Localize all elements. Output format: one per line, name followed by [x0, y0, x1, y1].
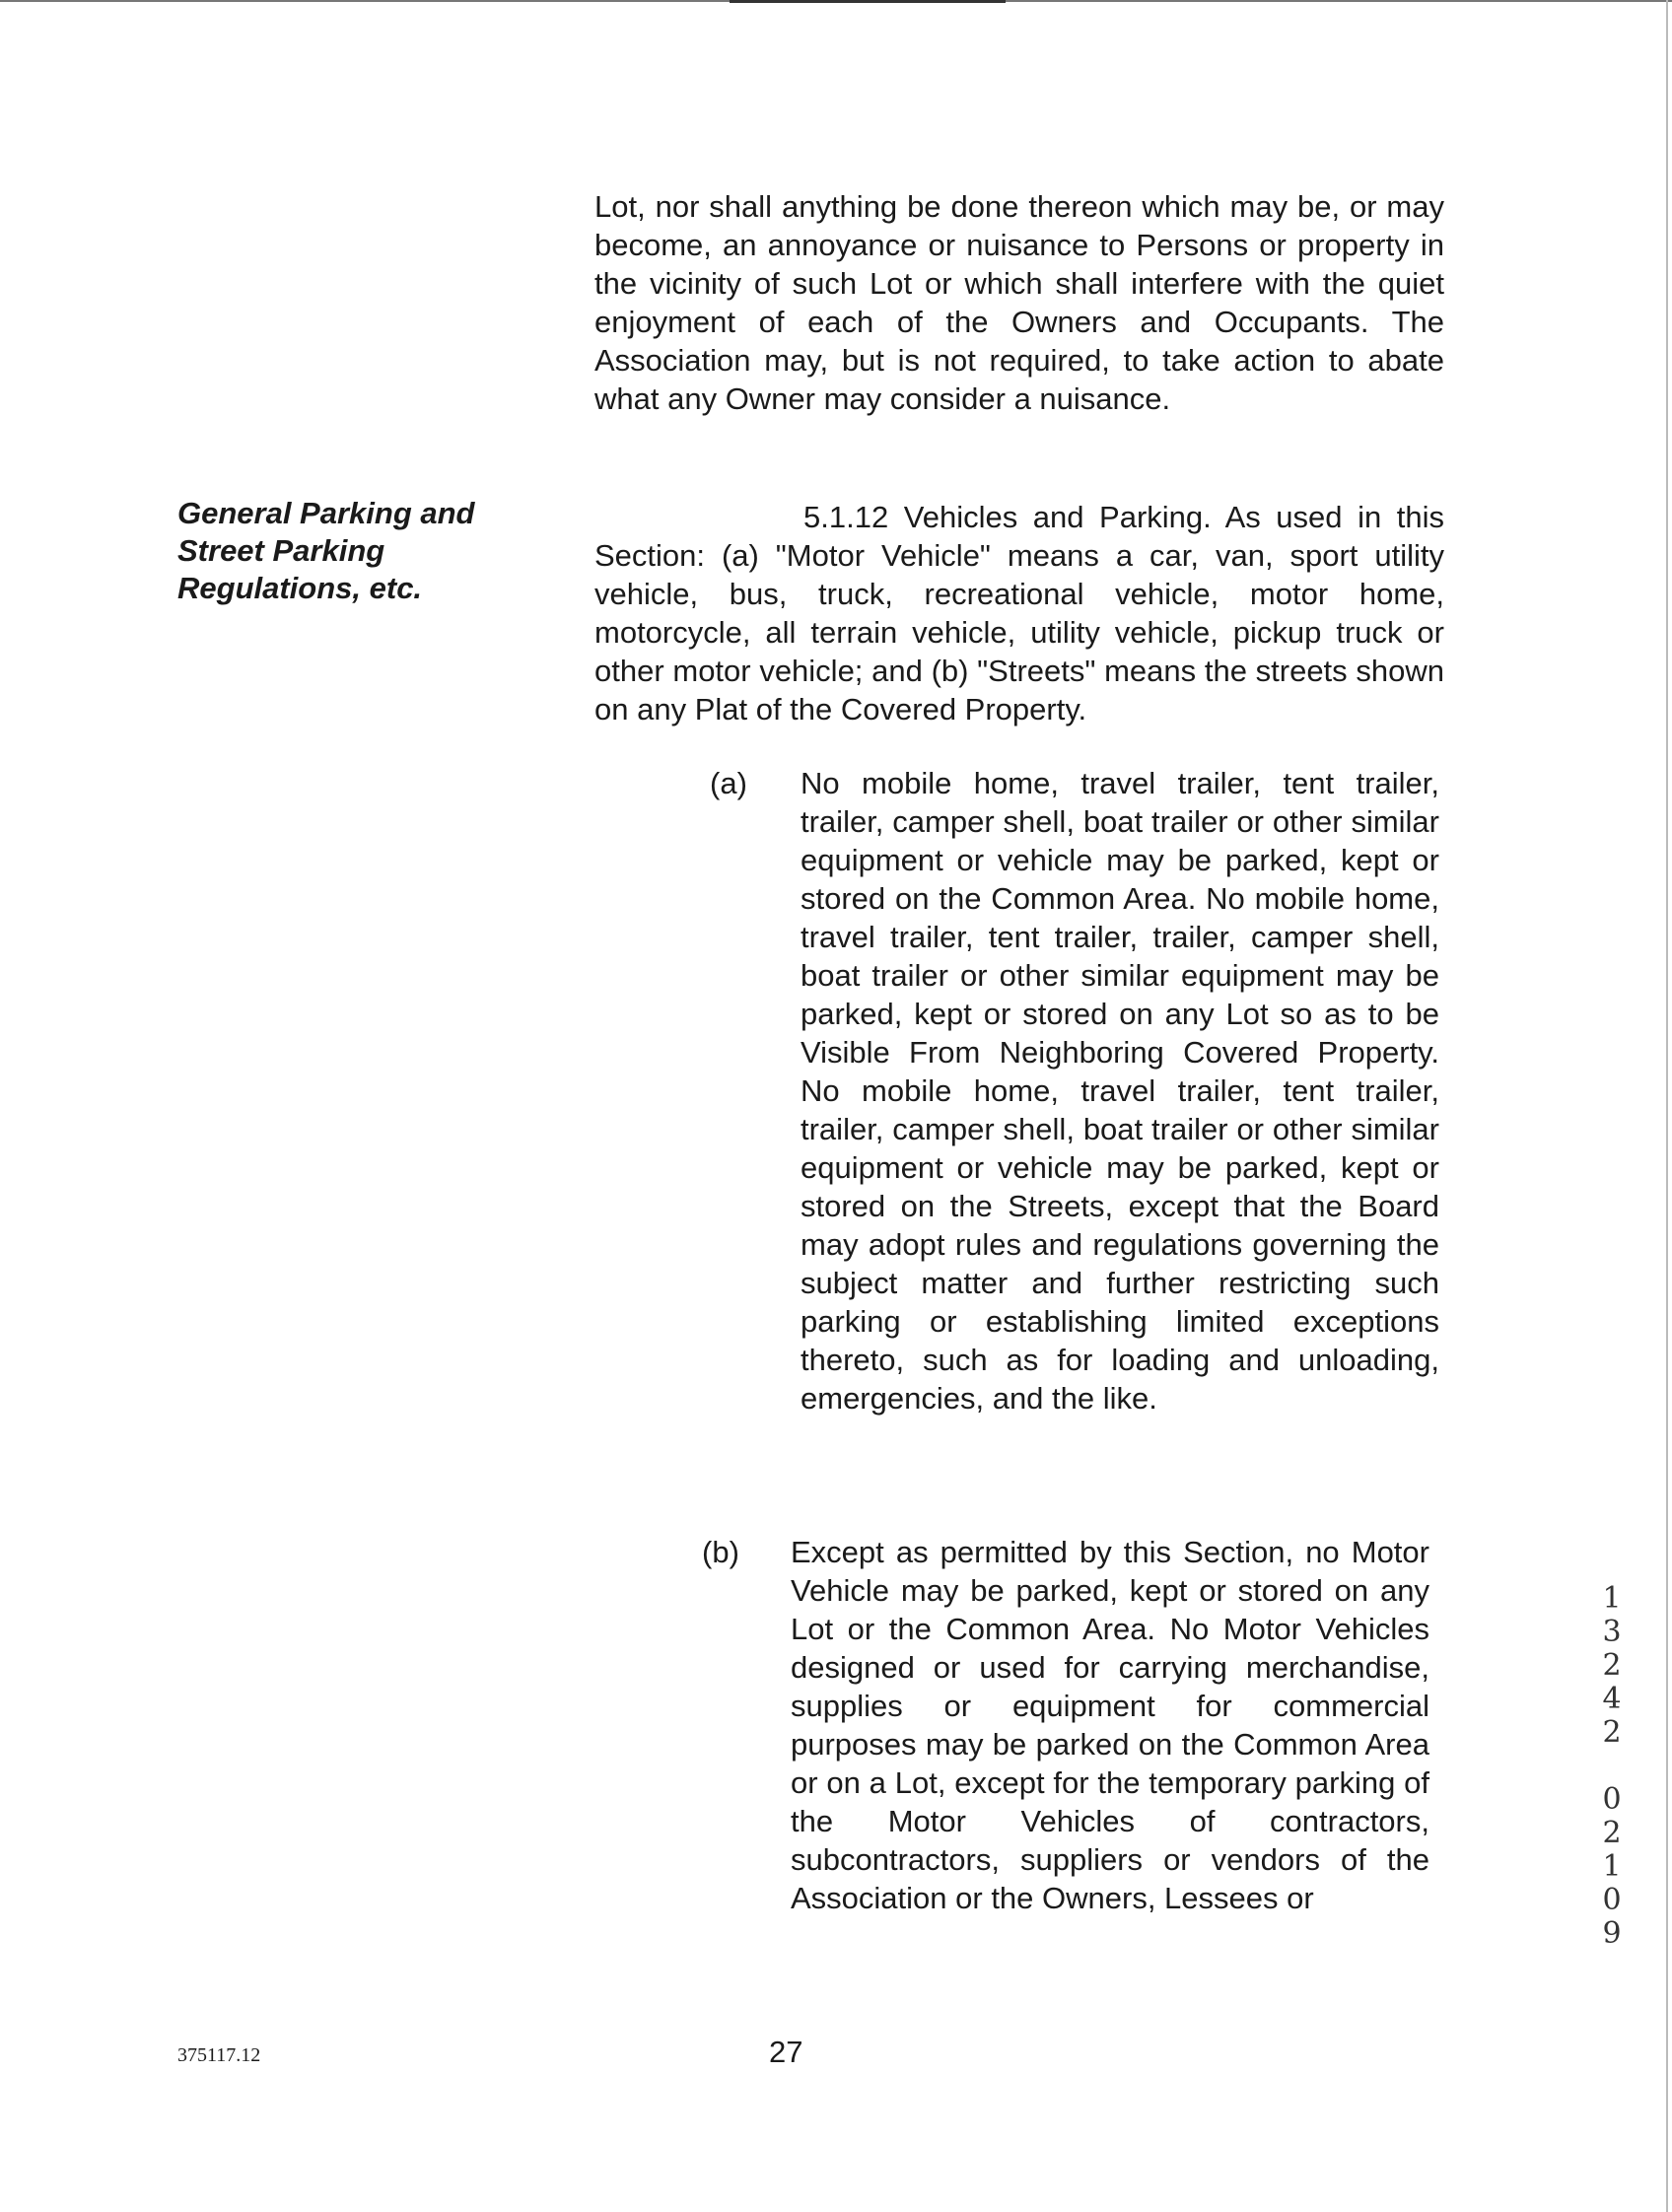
list-item-a-text: No mobile home, travel trailer, tent trailer, trailer, camper shell, boat trailer or other similar equipment or vehicle may be parked, kept or stored on the Common Area. No mobile home, travel trailer, tent trailer, trailer, camper shell, boat trailer or other similar equipment may be parked, kept or stored on any Lot so as to be Visible From Neighboring Covered Property. No mobile home, travel trailer, tent trailer, trailer, camper shell, boat trailer or other similar equipment or vehicle may be parked, kept or stored on the Streets, except that the Board may adopt rules and regulations governing the subject matter and further restricting such parking or establishing limited exceptions thereto, such as for loading and unloading, emergencies, and the like.	[801, 766, 1439, 1416]
top-border-mark	[730, 0, 1006, 3]
list-marker-a: (a)	[710, 766, 747, 800]
paragraph-continuation: Lot, nor shall anything be done thereon which may be, or may become, an annoyance or nuisance to Persons or property in the vicinity of such Lot or which shall interfere with the quiet enjoyment of each of the Owners and Occupants. The Association may, but is not required, to take action to abate what any Owner may consider a nuisance.	[594, 189, 1444, 416]
section-paragraph	[594, 498, 1444, 728]
margin-heading-line: General Parking and	[177, 496, 475, 530]
section-text: Vehicles and Parking. As used in this Section: (a) "Motor Vehicle" means a car, van, sport utility vehicle, bus, truck, recreational vehicle, motor home, motorcycle, all terrain vehicle, utility vehicle, pickup truck or other motor vehicle; and (b) "Streets" means the streets shown on any Plat of the Covered Property.	[594, 500, 1444, 726]
stamp-digit: 4	[1602, 1682, 1622, 1716]
list-marker-b: (b)	[702, 1535, 739, 1569]
margin-heading-line: Street Parking	[177, 533, 385, 568]
stamp-digit: 2	[1602, 1715, 1622, 1750]
list-item-b-text: Except as permitted by this Section, no Motor Vehicle may be parked, kept or stored on any Lot or the Common Area. No Motor Vehicles designed or used for carrying merchandise, supplies or equipment for commercial purposes may be parked on the Common Area or on a Lot, except for the temporary parking of the Motor Vehicles of contractors, subcontractors, suppliers or vendors of the Association or the Owners, Lessees or	[791, 1535, 1429, 1915]
right-border-line	[1666, 0, 1668, 2212]
stamp-digit: 1	[1602, 1581, 1622, 1616]
margin-heading-line: Regulations, etc.	[177, 571, 423, 605]
recording-stamp	[1592, 1582, 1632, 1951]
document-id: 375117.12	[177, 2044, 261, 2066]
stamp-gap	[1592, 1750, 1632, 1783]
stamp-digit: 2	[1602, 1648, 1622, 1683]
stamp-digit: 2	[1602, 1816, 1622, 1850]
page-number: 27	[769, 2035, 803, 2069]
stamp-digit: 9	[1602, 1916, 1622, 1951]
margin-heading	[177, 495, 532, 607]
stamp-digit: 3	[1602, 1615, 1622, 1649]
stamp-digit: 0	[1602, 1883, 1622, 1917]
stamp-digit: 0	[1602, 1782, 1622, 1817]
section-number: 5.1.12	[803, 500, 889, 534]
stamp-digit: 1	[1602, 1849, 1622, 1884]
